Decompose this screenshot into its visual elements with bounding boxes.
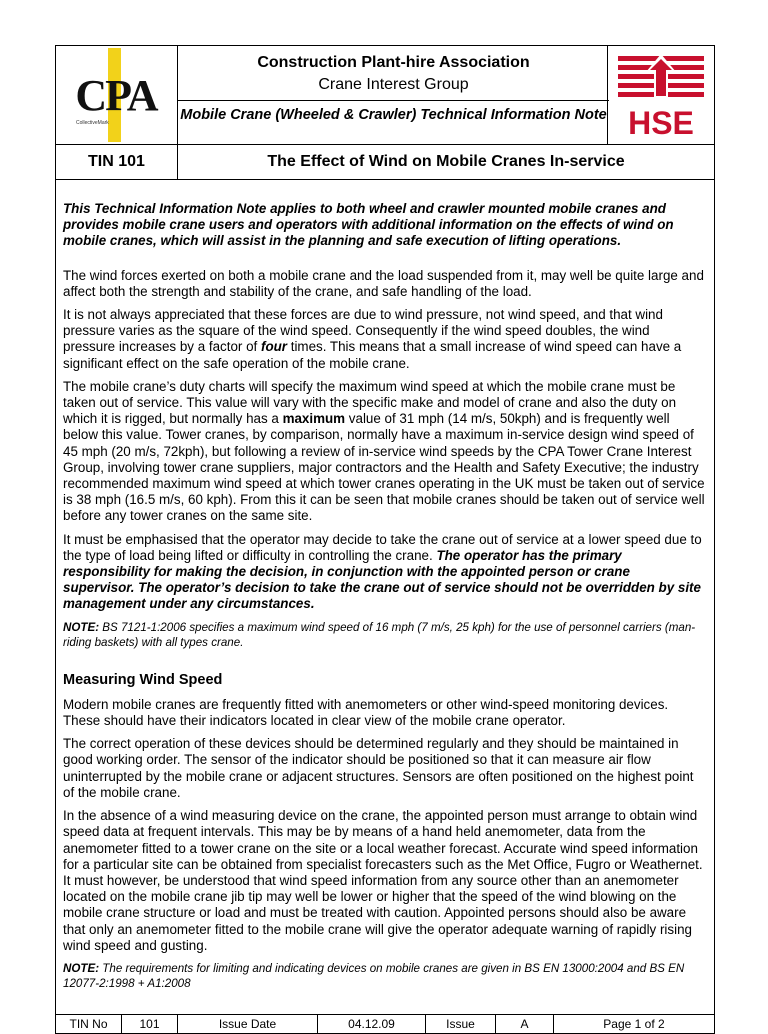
section-heading: Measuring Wind Speed [63,671,223,688]
hse-logo-text: HSE [628,105,694,141]
tin-number: TIN 101 [56,145,178,179]
cpa-logo-subtext: CollectiveMark [76,120,109,126]
footer-issue-value: A [496,1015,554,1033]
note: NOTE: The requirements for limiting and indicating devices on mobile cranes are given in BS EN 13000:2004 and BS EN 12077-2:1998 + A1:2008 [63,961,685,990]
footer-issue-label: Issue [426,1015,496,1033]
cpa-logo [56,46,178,145]
document-body [63,201,705,998]
paragraph: The wind forces exerted on both a mobile crane and the load suspended from it, may well be quite large and affect both the strength and stability of the crane, and safe handling of the load. [63,267,704,299]
header-table [55,45,715,145]
note: NOTE: BS 7121-1:2006 specifies a maximum wind speed of 16 mph (7 m/s, 25 kph) for the use of personnel carriers (man-riding baskets) with all types crane. [63,620,696,649]
hse-logo [607,46,714,145]
footer-page: Page 1 of 2 [603,1017,665,1031]
paragraph: Modern mobile cranes are frequently fitted with anemometers or other wind-speed monitoring devices. These should have their indicators located in clear view of the mobile crane operator. [63,696,669,729]
footer-tin-label: TIN No [56,1015,122,1033]
paragraph: It must be emphasised that the operator may decide to take the crane out of service at a lower speed due to the type of load being lifted or difficulty in controlling the crane. The operator has the primary responsibility for making the decision, in conjunction with the appointed person or crane supervisor. The operator’s decision to take the crane out of service should not be overridden by site management under any circumstances. [63,531,702,612]
note-type-title: Mobile Crane (Wheeled & Crawler) Technical Information Note [180,107,607,123]
paragraph: The mobile crane’s duty charts will specify the maximum wind speed at which the mobile crane must be taken out of service. This value will vary with the specific make and model of crane and also the duty on which it is rigged, but normally has a maximum value of 31 mph (14 m/s, 50kph) and is frequently well below this value. Tower cranes, by comparison, normally have a maximum in-service design wind speed of 45 mph (20 m/s, 72kph), but following a review of in-service wind speeds by the CPA Tower Crane Interest Group, involving tower crane suppliers, major contractors and the Health and Safety Executive; the industry recommended maximum wind speed at which tower cranes operating in the UK must be taken out of service is 38 mph (16.5 m/s, 60 kph). From this it can be seen that mobile cranes should be taken out of service well before any tower cranes on the same site. [63,378,705,524]
cpa-logo-text: CPA [75,71,157,120]
header-divider [178,100,609,101]
title-row [55,144,715,180]
document-title: The Effect of Wind on Mobile Cranes In-service [267,153,625,170]
organisation-name: Construction Plant-hire Association [257,54,530,71]
group-name: Crane Interest Group [318,76,469,93]
footer-tin-value: 101 [122,1015,178,1033]
paragraph: It is not always appreciated that these forces are due to wind pressure, not wind speed, and that wind pressure varies as the square of the wind speed. Consequently if the wind speed doubles, the wind pressure increases by a factor of four times. This means that a small increase of wind speed can have a significant effect on the safe operation of the mobile crane. [63,307,682,371]
footer-date-value: 04.12.09 [318,1015,426,1033]
header-middle [178,46,609,145]
paragraph: The correct operation of these devices should be determined regularly and they should be maintained in good working order. The sensor of the indicator should be positioned so that it can measure air flow uninterrupted by the mobile crane or adjacent structures. Sensors are often positioned on the highest point of the mobile crane. [63,736,694,800]
intro-paragraph: This Technical Information Note applies to both wheel and crawler mounted mobile cranes and provides mobile crane users and operators with additional information on the effects of wind on mobile cranes, which will assist in the planning and safe execution of lifting operations. [63,201,674,249]
footer-date-label: Issue Date [178,1015,318,1033]
paragraph: In the absence of a wind measuring device on the crane, the appointed person must arrange to obtain wind speed data at frequent intervals. This may be by means of a hand held anemometer, data from the anemometer fitted to a tower crane on the site or a local weather forecast. Accurate wind speed information for a particular site can be obtained from specialist forecasters such as the Met Office, Fugro or Weathernet. It must however, be understood that wind speed information from any source other than an anemometer located on the mobile crane jib tip may well be lower or higher that the speed of the wind blowing on the mobile crane structure or load and must be treated with caution. Appointed persons should also be aware that only an anemometer fitted to the mobile crane will give the operator adequate warning of rapidly rising wind speed and gusting. [63,808,703,953]
footer-table [55,1014,715,1034]
